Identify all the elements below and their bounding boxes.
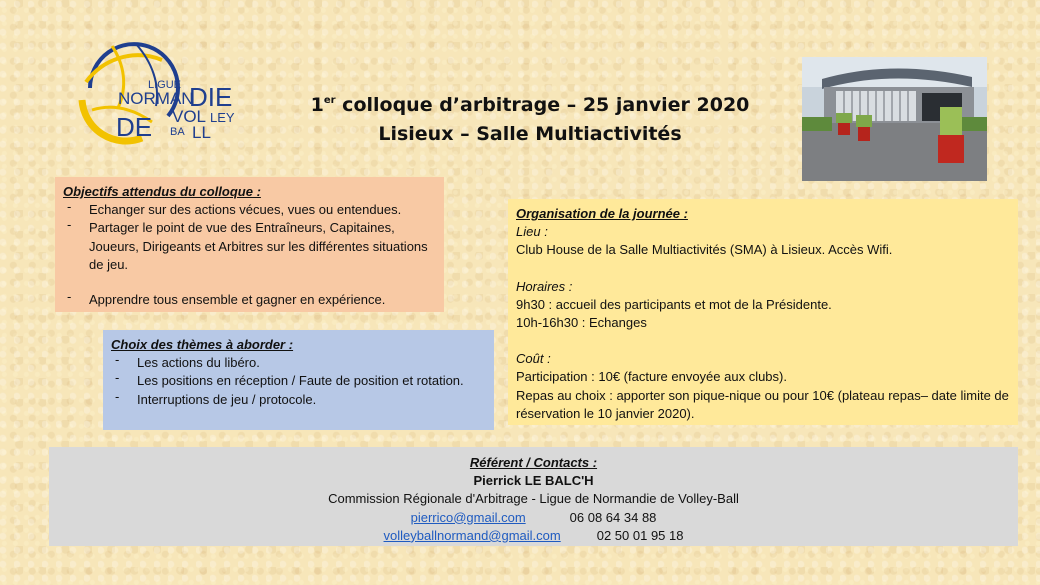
objectives-list xyxy=(63,201,436,309)
logo-text-norman: NORMAN xyxy=(118,89,194,108)
phone-1: 06 08 64 34 88 xyxy=(569,509,657,525)
themes-item: - Interruptions de jeu / protocole. xyxy=(111,391,486,409)
objectives-item: - Echanger sur des actions vécues, vues ou entendues. xyxy=(63,201,436,219)
horaires-line-2: 10h-16h30 : Echanges xyxy=(516,315,647,331)
league-logo xyxy=(72,38,247,148)
themes-box xyxy=(103,330,494,430)
logo-text-vol: VOL xyxy=(172,107,207,126)
referent-heading: Référent / Contacts : xyxy=(469,455,598,470)
title-event: colloque d’arbitrage – 25 janvier 2020 xyxy=(335,94,750,116)
logo-text-ba: BA xyxy=(170,126,185,138)
email-link-1[interactable]: pierrico@gmail.com xyxy=(410,509,526,525)
referent-box xyxy=(49,447,1018,546)
logo-text-ll: LL xyxy=(192,123,211,142)
themes-heading: Choix des thèmes à aborder : xyxy=(111,337,294,352)
themes-item: - Les actions du libéro. xyxy=(111,354,486,372)
title-line-2: Lisieux – Salle Multiactivités xyxy=(378,123,682,145)
phone-2: 02 50 01 95 18 xyxy=(596,527,684,543)
cout-line-1: Participation : 10€ (facture envoyée aux clubs). xyxy=(516,369,787,385)
referent-name: Pierrick LE BALC'H xyxy=(473,473,594,489)
title-ordinal-sup: er xyxy=(323,95,336,106)
email-link-2[interactable]: volleyballnormand@gmail.com xyxy=(383,527,561,543)
organisation-heading: Organisation de la journée : xyxy=(516,206,688,221)
objectives-item: - Apprendre tous ensemble et gagner en expérience. xyxy=(63,291,436,309)
page-title xyxy=(300,86,760,149)
lieu-text: Club House de la Salle Multiactivités (SMA) à Lisieux. Accès Wifi. xyxy=(516,242,893,258)
title-line-1 xyxy=(300,86,760,120)
cout-line-2: Repas au choix : apporter son pique-nique ou pour 10€ (plateau repas– date limite de réservation le 10 janvier 2020). xyxy=(516,387,1009,421)
objectives-item: - Partager le point de vue des Entraîneurs, Capitaines, Joueurs, Dirigeants et Arbitres sur les différentes situations de jeu. xyxy=(63,219,436,274)
cout-label: Coût : xyxy=(516,351,551,367)
contact-row-2 xyxy=(49,527,1018,545)
referent-organisation: Commission Régionale d'Arbitrage - Ligue de Normandie de Volley-Ball xyxy=(328,491,739,507)
organisation-box xyxy=(508,199,1018,425)
venue-photo xyxy=(802,57,987,181)
logo-text-ligue: LIGUE xyxy=(148,79,182,91)
logo-text-die: DIE xyxy=(189,82,233,112)
logo-text-de: DE xyxy=(116,112,153,142)
horaires-label: Horaires : xyxy=(516,278,573,294)
volleyball-logo-icon xyxy=(72,38,247,148)
building-photo-icon xyxy=(802,57,987,181)
contact-row-1 xyxy=(49,509,1018,527)
logo-text-ley: LEY xyxy=(210,110,235,125)
horaires-line-1: 9h30 : accueil des participants et mot de la Présidente. xyxy=(516,296,832,312)
themes-list xyxy=(111,354,486,409)
title-ordinal: 1 xyxy=(310,94,324,116)
lieu-label: Lieu : xyxy=(516,224,548,240)
themes-item: - Les positions en réception / Faute de position et rotation. xyxy=(111,372,486,390)
objectives-box xyxy=(55,177,444,312)
objectives-heading: Objectifs attendus du colloque : xyxy=(63,184,261,199)
